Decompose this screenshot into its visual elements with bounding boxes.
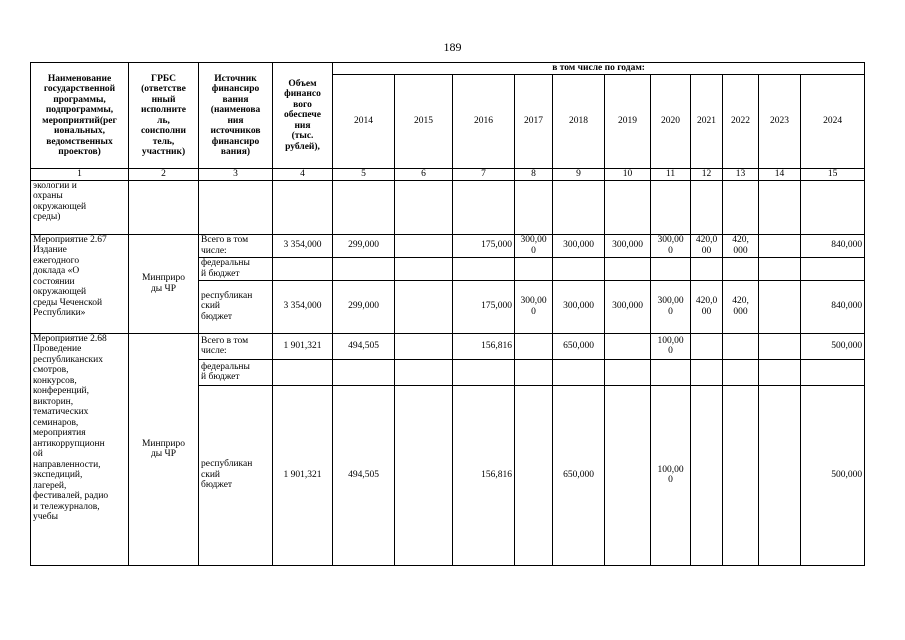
column-number: 2 (129, 169, 199, 181)
column-number: 7 (453, 169, 515, 181)
continuation-name: экологии и охраны окружающей среды) (31, 180, 129, 234)
measure-name: Мероприятие 2.67 Издание ежегодного доклада «О состоянии окружающей среды Чеченской Республики» (31, 234, 129, 333)
column-number: 14 (759, 169, 801, 181)
year-header: 2023 (759, 75, 801, 169)
year-value (801, 359, 865, 385)
year-value: 300,00 0 (651, 280, 691, 333)
year-value (553, 257, 605, 280)
year-value: 500,000 (801, 385, 865, 565)
year-value (395, 385, 453, 565)
column-number: 4 (273, 169, 333, 181)
funding-volume (273, 359, 333, 385)
funding-source: республикан ский бюджет (199, 385, 273, 565)
year-value (759, 257, 801, 280)
funding-volume: 1 901,321 (273, 385, 333, 565)
year-value: 300,000 (605, 234, 651, 257)
year-header: 2017 (515, 75, 553, 169)
year-value (395, 257, 453, 280)
year-value (395, 280, 453, 333)
year-value (553, 359, 605, 385)
column-number: 12 (691, 169, 723, 181)
column-number: 9 (553, 169, 605, 181)
year-value: 840,000 (801, 280, 865, 333)
year-value (395, 333, 453, 359)
year-value: 300,00 0 (651, 234, 691, 257)
year-value: 300,00 0 (515, 234, 553, 257)
year-value (333, 257, 395, 280)
year-value (515, 257, 553, 280)
year-value (605, 257, 651, 280)
year-value (723, 359, 759, 385)
header-source: Источник финансиро вания (наименова ния источников финансиро вания) (199, 63, 273, 169)
year-value (515, 385, 553, 565)
funding-volume: 1 901,321 (273, 333, 333, 359)
year-header: 2020 (651, 75, 691, 169)
year-value: 420, 000 (723, 280, 759, 333)
column-number: 11 (651, 169, 691, 181)
year-value (515, 359, 553, 385)
header-grbs: ГРБС (ответстве нный исполните ль, соисполни тель, участник) (129, 63, 199, 169)
financing-table (30, 62, 865, 566)
year-header: 2024 (801, 75, 865, 169)
funding-source: федеральны й бюджет (199, 257, 273, 280)
year-header: 2016 (453, 75, 515, 169)
year-value (515, 333, 553, 359)
column-number: 8 (515, 169, 553, 181)
year-value: 840,000 (801, 234, 865, 257)
funding-source: республикан ский бюджет (199, 280, 273, 333)
year-value (759, 333, 801, 359)
year-value: 300,00 0 (515, 280, 553, 333)
year-header: 2015 (395, 75, 453, 169)
year-header: 2021 (691, 75, 723, 169)
year-value: 299,000 (333, 234, 395, 257)
funding-volume: 3 354,000 (273, 234, 333, 257)
year-value (395, 359, 453, 385)
table-row (31, 333, 865, 359)
column-number: 13 (723, 169, 759, 181)
column-number: 6 (395, 169, 453, 181)
year-value (759, 280, 801, 333)
year-value (723, 385, 759, 565)
year-value: 156,816 (453, 333, 515, 359)
column-number: 15 (801, 169, 865, 181)
year-value: 299,000 (333, 280, 395, 333)
year-value: 494,505 (333, 385, 395, 565)
year-value: 300,000 (605, 280, 651, 333)
year-value (723, 333, 759, 359)
year-value: 420,0 00 (691, 234, 723, 257)
year-value (605, 385, 651, 565)
funding-volume: 3 354,000 (273, 280, 333, 333)
year-value: 420, 000 (723, 234, 759, 257)
column-number: 10 (605, 169, 651, 181)
year-value (453, 359, 515, 385)
table-row (31, 234, 865, 257)
header-name: Наименование государственной программы, подпрограммы, мероприятий(рег иональных, ведомственных проектов) (31, 63, 129, 169)
year-value: 500,000 (801, 333, 865, 359)
year-value (691, 385, 723, 565)
year-value (691, 359, 723, 385)
funding-source: федеральны й бюджет (199, 359, 273, 385)
year-value: 650,000 (553, 385, 605, 565)
funding-volume (273, 257, 333, 280)
year-value (605, 333, 651, 359)
year-value: 156,816 (453, 385, 515, 565)
column-number: 3 (199, 169, 273, 181)
year-value (691, 333, 723, 359)
measure-grbs: Минприро ды ЧР (129, 234, 199, 333)
year-value (759, 385, 801, 565)
year-value (691, 257, 723, 280)
year-value: 175,000 (453, 234, 515, 257)
year-value (723, 257, 759, 280)
year-value (759, 359, 801, 385)
funding-source: Всего в том числе: (199, 333, 273, 359)
year-value (759, 234, 801, 257)
year-value: 100,00 0 (651, 385, 691, 565)
year-header: 2018 (553, 75, 605, 169)
year-value (333, 359, 395, 385)
year-value: 300,000 (553, 280, 605, 333)
year-value (453, 257, 515, 280)
funding-source: Всего в том числе: (199, 234, 273, 257)
column-number: 5 (333, 169, 395, 181)
column-number: 1 (31, 169, 129, 181)
year-value: 100,00 0 (651, 333, 691, 359)
year-value: 300,000 (553, 234, 605, 257)
year-value (605, 359, 651, 385)
year-value (395, 234, 453, 257)
year-header: 2022 (723, 75, 759, 169)
year-value (651, 359, 691, 385)
year-value (801, 257, 865, 280)
year-value: 175,000 (453, 280, 515, 333)
measure-name: Мероприятие 2.68 Проведение республиканских смотров, конкурсов, конференций, викторин, тематических семинаров, мероприятия антикоррупционн ой направленности, экспедиций, лагерей, фестивалей, радио и тележурналов, учебы (31, 333, 129, 565)
measure-grbs: Минприро ды ЧР (129, 333, 199, 565)
year-value (651, 257, 691, 280)
year-value: 650,000 (553, 333, 605, 359)
year-header: 2014 (333, 75, 395, 169)
year-value: 494,505 (333, 333, 395, 359)
header-volume: Объем финансо вого обеспече ния (тыс. рублей), (273, 63, 333, 169)
year-value: 420,0 00 (691, 280, 723, 333)
page-number: 189 (443, 40, 462, 54)
header-by-years: в том числе по годам: (333, 63, 865, 75)
year-header: 2019 (605, 75, 651, 169)
